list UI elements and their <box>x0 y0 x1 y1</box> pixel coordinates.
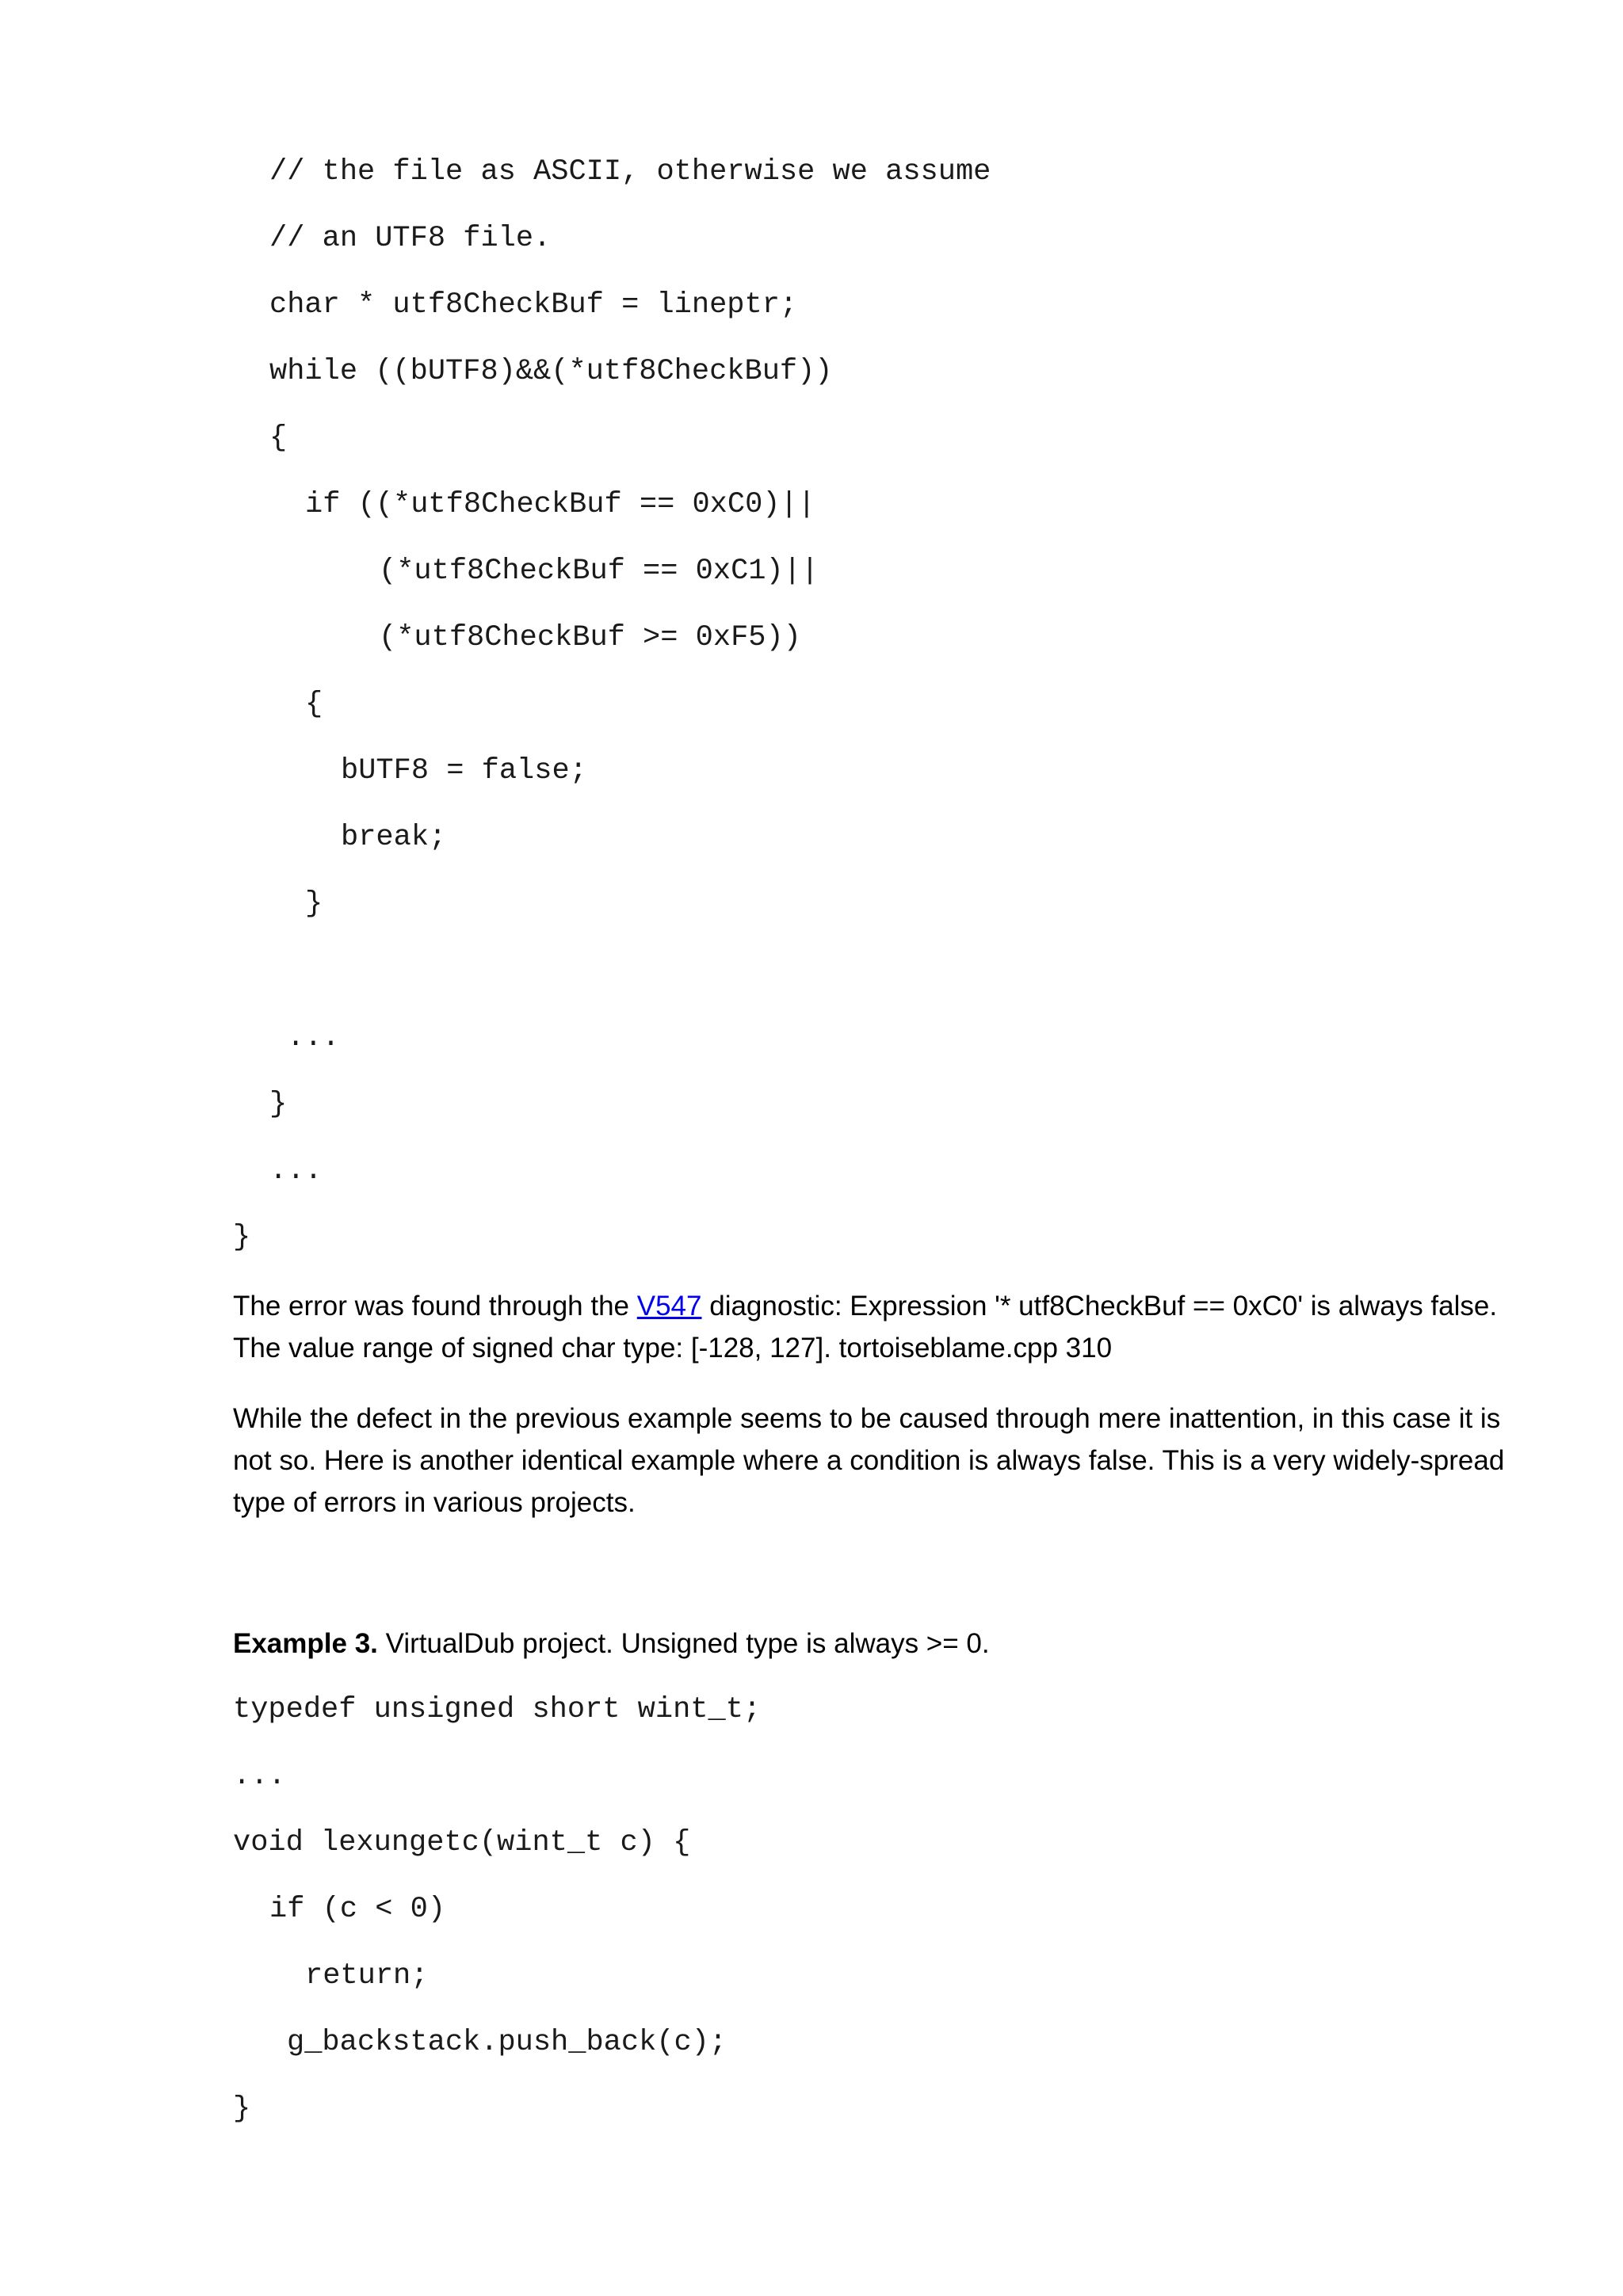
code-line: } <box>233 1221 251 1254</box>
code-line: char * utf8CheckBuf = lineptr; <box>269 288 798 322</box>
code-line: } <box>305 887 323 921</box>
explanation-paragraph: While the defect in the previous example seems to be caused through mere inattention, in this case it is not so. Here is another identical example where a condition is always false. This is a very widely-spread type of errors in various projects. <box>233 1403 1505 1518</box>
v547-link[interactable]: V547 <box>636 1291 702 1322</box>
code-line: g_backstack.push_back(c); <box>287 2026 727 2059</box>
example-label: Example 3. <box>233 1628 378 1659</box>
code-line: ... <box>287 1021 340 1055</box>
example-heading <box>233 1623 1517 1665</box>
code-line: if ((*utf8CheckBuf == 0xC0)|| <box>305 488 815 521</box>
code-line: while ((bUTF8)&&(*utf8CheckBuf)) <box>269 355 833 388</box>
code-line: bUTF8 = false; <box>341 754 587 788</box>
diagnostic-paragraph <box>233 1285 1517 1369</box>
code-line: (*utf8CheckBuf == 0xC1)|| <box>379 555 819 588</box>
code-line: { <box>305 688 323 721</box>
code-line: // an UTF8 file. <box>269 222 552 255</box>
code-line: ... <box>269 1154 323 1188</box>
code-line: if (c < 0) <box>269 1893 446 1926</box>
code-line: return; <box>305 1959 429 1993</box>
paragraph-text: diagnostic: Expression '* utf8CheckBuf == 0xC0' is always false. The value range of signed char type: [-128, 127]. tortoiseblame.cpp 310 <box>233 1291 1498 1363</box>
code-line: ... <box>233 1760 286 1793</box>
code-line: typedef unsigned short wint_t; <box>233 1693 762 1726</box>
example-description: VirtualDub project. Unsigned type is always >= 0. <box>377 1628 990 1659</box>
code-line: break; <box>341 821 447 854</box>
code-line: void lexungetc(wint_t c) { <box>233 1826 691 1859</box>
code-line: } <box>233 2092 251 2126</box>
code-line: } <box>269 1088 288 1121</box>
paragraph-text: The error was found through the <box>233 1291 637 1322</box>
code-line: // the file as ASCII, otherwise we assume <box>269 155 991 189</box>
code-line: (*utf8CheckBuf >= 0xF5)) <box>379 621 801 654</box>
code-line: { <box>269 421 288 455</box>
